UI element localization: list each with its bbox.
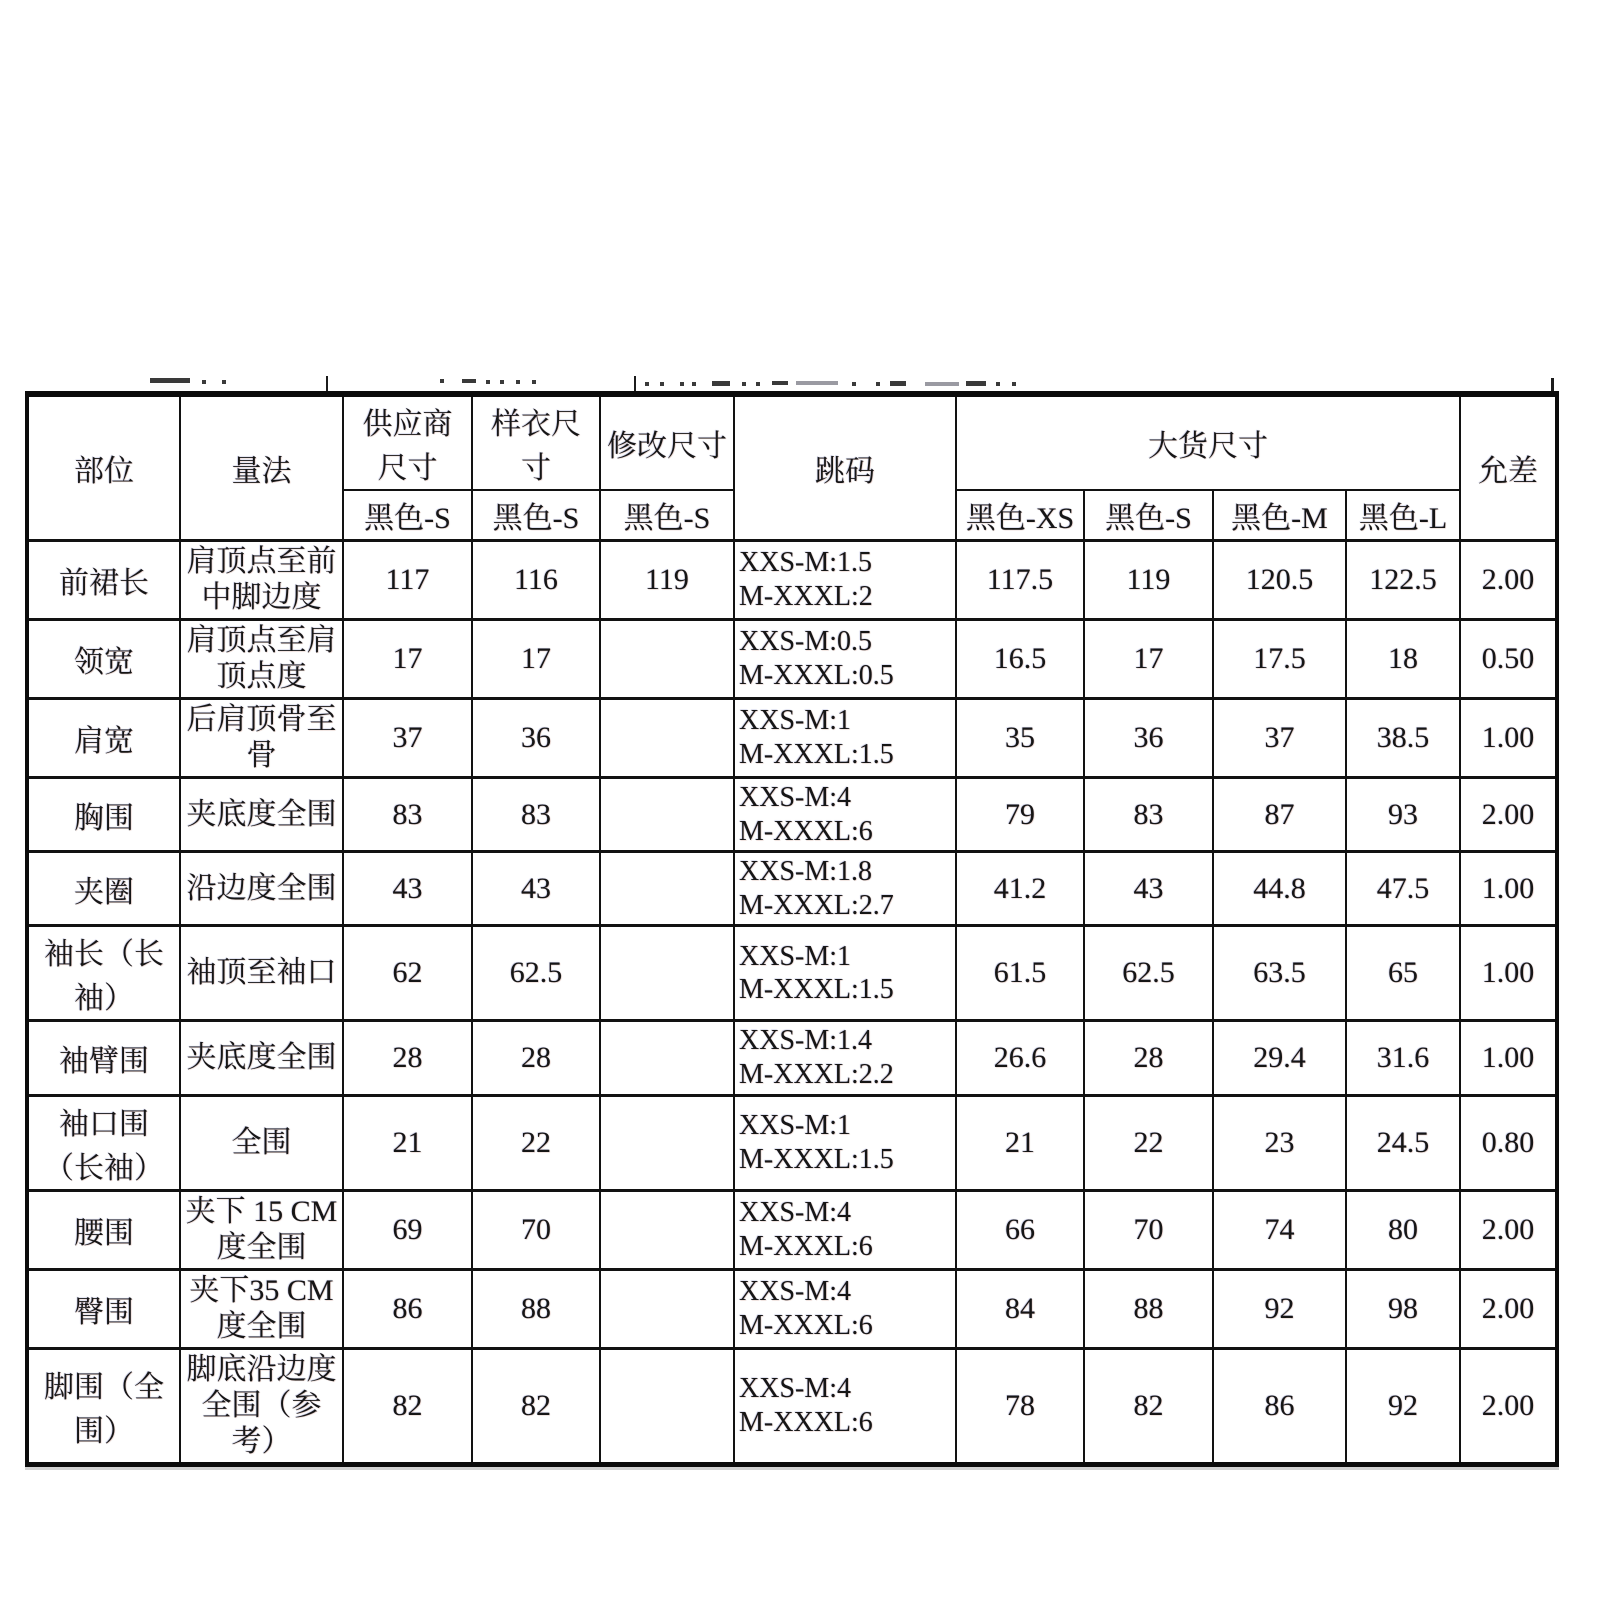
grading-line: XXS-M:1.8 xyxy=(739,856,873,888)
cell-part: 肩宽 xyxy=(27,699,180,778)
cell-supplier-size: 62 xyxy=(343,926,472,1021)
scan-artifact xyxy=(150,378,190,383)
cell-grading xyxy=(734,541,956,620)
cell-bulk-m: 44.8 xyxy=(1213,852,1346,926)
header-grading: 跳码 xyxy=(734,394,956,541)
cell-bulk-xs: 66 xyxy=(956,1190,1084,1269)
cell-modified-size xyxy=(600,1269,734,1348)
cell-modified-size xyxy=(600,1190,734,1269)
cell-sample-size: 17 xyxy=(472,620,600,699)
cell-bulk-xs: 41.2 xyxy=(956,852,1084,926)
cell-bulk-xs: 21 xyxy=(956,1095,1084,1190)
header-supplier-size: 供应商尺寸 xyxy=(343,394,472,490)
cell-grading xyxy=(734,778,956,852)
scan-artifact xyxy=(486,380,490,384)
header-bulk-xs: 黑色-XS xyxy=(956,490,1084,541)
cell-bulk-l: 18 xyxy=(1346,620,1460,699)
cell-bulk-m: 29.4 xyxy=(1213,1021,1346,1095)
cell-bulk-s: 88 xyxy=(1084,1269,1213,1348)
size-spec-table xyxy=(25,391,1559,1467)
scan-artifact xyxy=(890,381,906,386)
cell-sample-size: 116 xyxy=(472,541,600,620)
cell-supplier-size: 69 xyxy=(343,1190,472,1269)
cell-sample-size: 43 xyxy=(472,852,600,926)
size-table-body xyxy=(27,541,1557,1465)
cell-supplier-size: 83 xyxy=(343,778,472,852)
cell-sample-size: 22 xyxy=(472,1095,600,1190)
cell-method: 沿边度全围 xyxy=(180,852,343,926)
cell-part: 夹圈 xyxy=(27,852,180,926)
table-row xyxy=(27,778,1557,852)
cell-method: 脚底沿边度全围（参考） xyxy=(180,1348,343,1464)
cell-modified-size: 119 xyxy=(600,541,734,620)
cell-grading xyxy=(734,852,956,926)
cell-sample-size: 36 xyxy=(472,699,600,778)
cell-method: 全围 xyxy=(180,1095,343,1190)
cell-modified-size xyxy=(600,852,734,926)
cell-bulk-m: 63.5 xyxy=(1213,926,1346,1021)
scan-artifact xyxy=(516,380,520,384)
table-row xyxy=(27,1269,1557,1348)
scan-artifact xyxy=(660,382,664,386)
cell-bulk-s: 82 xyxy=(1084,1348,1213,1464)
cell-bulk-l: 98 xyxy=(1346,1269,1460,1348)
cell-bulk-m: 23 xyxy=(1213,1095,1346,1190)
cell-supplier-size: 117 xyxy=(343,541,472,620)
cell-bulk-xs: 26.6 xyxy=(956,1021,1084,1095)
cell-modified-size xyxy=(600,1021,734,1095)
scan-artifact xyxy=(966,381,986,386)
cell-grading xyxy=(734,620,956,699)
grading-line: M-XXXL:1.5 xyxy=(739,739,894,770)
header-bulk-s: 黑色-S xyxy=(1084,490,1213,541)
grading-line: M-XXXL:2.2 xyxy=(739,1058,894,1090)
cell-supplier-size: 43 xyxy=(343,852,472,926)
table-row xyxy=(27,620,1557,699)
grading-line: M-XXXL:0.5 xyxy=(739,660,894,691)
cell-method: 肩顶点至肩顶点度 xyxy=(180,620,343,699)
cell-bulk-s: 22 xyxy=(1084,1095,1213,1190)
cell-sample-size: 62.5 xyxy=(472,926,600,1021)
scan-artifact xyxy=(742,382,746,386)
scan-artifact xyxy=(326,376,328,392)
scan-artifact xyxy=(634,376,636,392)
header-row-top xyxy=(27,394,1557,490)
cell-bulk-m: 17.5 xyxy=(1213,620,1346,699)
scan-artifact xyxy=(1012,382,1016,386)
cell-bulk-l: 93 xyxy=(1346,778,1460,852)
grading-line: XXS-M:1 xyxy=(739,940,852,972)
cell-grading xyxy=(734,1095,956,1190)
header-tolerance: 允差 xyxy=(1460,394,1557,541)
cell-method: 夹下35 CM度全围 xyxy=(180,1269,343,1348)
grading-line: M-XXXL:6 xyxy=(739,1230,873,1262)
header-supplier-colorway: 黑色-S xyxy=(343,490,472,541)
grading-line: XXS-M:4 xyxy=(739,1275,852,1307)
cell-bulk-xs: 16.5 xyxy=(956,620,1084,699)
table-row xyxy=(27,852,1557,926)
cell-method: 肩顶点至前中脚边度 xyxy=(180,541,343,620)
grading-line: XXS-M:1 xyxy=(739,705,852,737)
cell-tolerance: 2.00 xyxy=(1460,1190,1557,1269)
cell-tolerance: 2.00 xyxy=(1460,1269,1557,1348)
cell-tolerance: 1.00 xyxy=(1460,1021,1557,1095)
cell-part: 前裙长 xyxy=(27,541,180,620)
table-row xyxy=(27,1021,1557,1095)
cell-bulk-m: 87 xyxy=(1213,778,1346,852)
cell-tolerance: 2.00 xyxy=(1460,1348,1557,1464)
cell-modified-size xyxy=(600,778,734,852)
cell-supplier-size: 21 xyxy=(343,1095,472,1190)
grading-line: M-XXXL:6 xyxy=(739,1309,873,1341)
cell-bulk-s: 70 xyxy=(1084,1190,1213,1269)
scan-artifact xyxy=(692,382,696,386)
cell-method: 夹下 15 CM度全围 xyxy=(180,1190,343,1269)
cell-part: 袖臂围 xyxy=(27,1021,180,1095)
header-sample-size: 样衣尺寸 xyxy=(472,394,600,490)
cell-part: 腰围 xyxy=(27,1190,180,1269)
cell-grading xyxy=(734,699,956,778)
cell-tolerance: 2.00 xyxy=(1460,541,1557,620)
grading-line: M-XXXL:6 xyxy=(739,815,873,847)
cell-grading xyxy=(734,1021,956,1095)
cell-part: 臀围 xyxy=(27,1269,180,1348)
cell-supplier-size: 86 xyxy=(343,1269,472,1348)
cell-modified-size xyxy=(600,699,734,778)
grading-line: XXS-M:0.5 xyxy=(739,626,873,658)
header-sample-colorway: 黑色-S xyxy=(472,490,600,541)
grading-line: XXS-M:4 xyxy=(739,782,852,813)
cell-tolerance: 2.00 xyxy=(1460,778,1557,852)
cell-grading xyxy=(734,1269,956,1348)
grading-line: XXS-M:1 xyxy=(739,1109,852,1141)
cell-supplier-size: 37 xyxy=(343,699,472,778)
cell-bulk-xs: 35 xyxy=(956,699,1084,778)
cell-bulk-l: 31.6 xyxy=(1346,1021,1460,1095)
header-modified-size: 修改尺寸 xyxy=(600,394,734,490)
cell-bulk-xs: 61.5 xyxy=(956,926,1084,1021)
cell-bulk-l: 38.5 xyxy=(1346,699,1460,778)
table-row xyxy=(27,926,1557,1021)
cell-modified-size xyxy=(600,620,734,699)
cell-bulk-l: 47.5 xyxy=(1346,852,1460,926)
grading-line: M-XXXL:2 xyxy=(739,581,873,612)
scan-artifact xyxy=(925,382,959,386)
cell-bulk-l: 24.5 xyxy=(1346,1095,1460,1190)
scan-artifact xyxy=(852,382,856,386)
cell-sample-size: 70 xyxy=(472,1190,600,1269)
scan-artifact xyxy=(796,381,838,385)
grading-line: XXS-M:1.5 xyxy=(739,547,873,579)
cell-sample-size: 83 xyxy=(472,778,600,852)
cell-sample-size: 82 xyxy=(472,1348,600,1464)
cell-bulk-m: 37 xyxy=(1213,699,1346,778)
cell-sample-size: 28 xyxy=(472,1021,600,1095)
cell-bulk-s: 17 xyxy=(1084,620,1213,699)
scan-artifact xyxy=(772,381,788,385)
cell-grading xyxy=(734,926,956,1021)
table-row xyxy=(27,541,1557,620)
grading-line: M-XXXL:1.5 xyxy=(739,1143,894,1175)
scan-artifact xyxy=(222,380,226,384)
cell-tolerance: 1.00 xyxy=(1460,926,1557,1021)
scan-artifact xyxy=(996,382,1000,386)
grading-line: M-XXXL:2.7 xyxy=(739,889,894,921)
cell-method: 后肩顶骨至骨 xyxy=(180,699,343,778)
grading-line: XXS-M:4 xyxy=(739,1372,852,1404)
table-row xyxy=(27,1348,1557,1464)
cell-part: 脚围（全围） xyxy=(27,1348,180,1464)
cell-tolerance: 0.80 xyxy=(1460,1095,1557,1190)
header-bulk-l: 黑色-L xyxy=(1346,490,1460,541)
cell-bulk-s: 28 xyxy=(1084,1021,1213,1095)
cell-method: 袖顶至袖口 xyxy=(180,926,343,1021)
cell-bulk-m: 120.5 xyxy=(1213,541,1346,620)
cell-bulk-m: 74 xyxy=(1213,1190,1346,1269)
table-row xyxy=(27,1095,1557,1190)
header-part: 部位 xyxy=(27,394,180,541)
cell-supplier-size: 82 xyxy=(343,1348,472,1464)
scan-artifact xyxy=(680,382,684,386)
scan-artifact xyxy=(500,380,504,384)
grading-line: XXS-M:1.4 xyxy=(739,1025,873,1057)
cell-bulk-s: 36 xyxy=(1084,699,1213,778)
scan-artifact xyxy=(462,379,476,383)
scan-artifact xyxy=(756,382,760,386)
scan-artifact xyxy=(876,382,880,386)
cell-modified-size xyxy=(600,926,734,1021)
header-bulk-size: 大货尺寸 xyxy=(956,394,1460,490)
cell-bulk-xs: 117.5 xyxy=(956,541,1084,620)
cell-method: 夹底度全围 xyxy=(180,1021,343,1095)
header-bulk-m: 黑色-M xyxy=(1213,490,1346,541)
cell-part: 袖长（长袖） xyxy=(27,926,180,1021)
cell-bulk-xs: 79 xyxy=(956,778,1084,852)
cell-sample-size: 88 xyxy=(472,1269,600,1348)
cell-bulk-s: 119 xyxy=(1084,541,1213,620)
cell-bulk-s: 43 xyxy=(1084,852,1213,926)
scan-artifact xyxy=(202,380,206,384)
cell-modified-size xyxy=(600,1095,734,1190)
cell-part: 领宽 xyxy=(27,620,180,699)
cell-bulk-xs: 84 xyxy=(956,1269,1084,1348)
cell-bulk-l: 92 xyxy=(1346,1348,1460,1464)
grading-line: M-XXXL:1.5 xyxy=(739,974,894,1006)
cell-modified-size xyxy=(600,1348,734,1464)
cell-tolerance: 0.50 xyxy=(1460,620,1557,699)
cell-tolerance: 1.00 xyxy=(1460,699,1557,778)
grading-line: XXS-M:4 xyxy=(739,1196,852,1228)
cell-part: 袖口围（长袖） xyxy=(27,1095,180,1190)
cell-supplier-size: 17 xyxy=(343,620,472,699)
cell-bulk-l: 122.5 xyxy=(1346,541,1460,620)
cell-tolerance: 1.00 xyxy=(1460,852,1557,926)
cell-grading xyxy=(734,1190,956,1269)
table-row xyxy=(27,699,1557,778)
cell-bulk-l: 80 xyxy=(1346,1190,1460,1269)
scan-artifact xyxy=(645,382,649,386)
cell-method: 夹底度全围 xyxy=(180,778,343,852)
cell-bulk-s: 62.5 xyxy=(1084,926,1213,1021)
scan-artifact xyxy=(532,380,536,384)
header-modified-colorway: 黑色-S xyxy=(600,490,734,541)
scan-artifact xyxy=(712,381,730,386)
cell-bulk-m: 86 xyxy=(1213,1348,1346,1464)
header-method: 量法 xyxy=(180,394,343,541)
cell-bulk-l: 65 xyxy=(1346,926,1460,1021)
scan-artifact xyxy=(440,379,444,383)
cell-part: 胸围 xyxy=(27,778,180,852)
cell-bulk-s: 83 xyxy=(1084,778,1213,852)
table-row xyxy=(27,1190,1557,1269)
grading-line: M-XXXL:6 xyxy=(739,1406,873,1438)
cell-supplier-size: 28 xyxy=(343,1021,472,1095)
cell-bulk-m: 92 xyxy=(1213,1269,1346,1348)
cell-bulk-xs: 78 xyxy=(956,1348,1084,1464)
cell-grading xyxy=(734,1348,956,1464)
